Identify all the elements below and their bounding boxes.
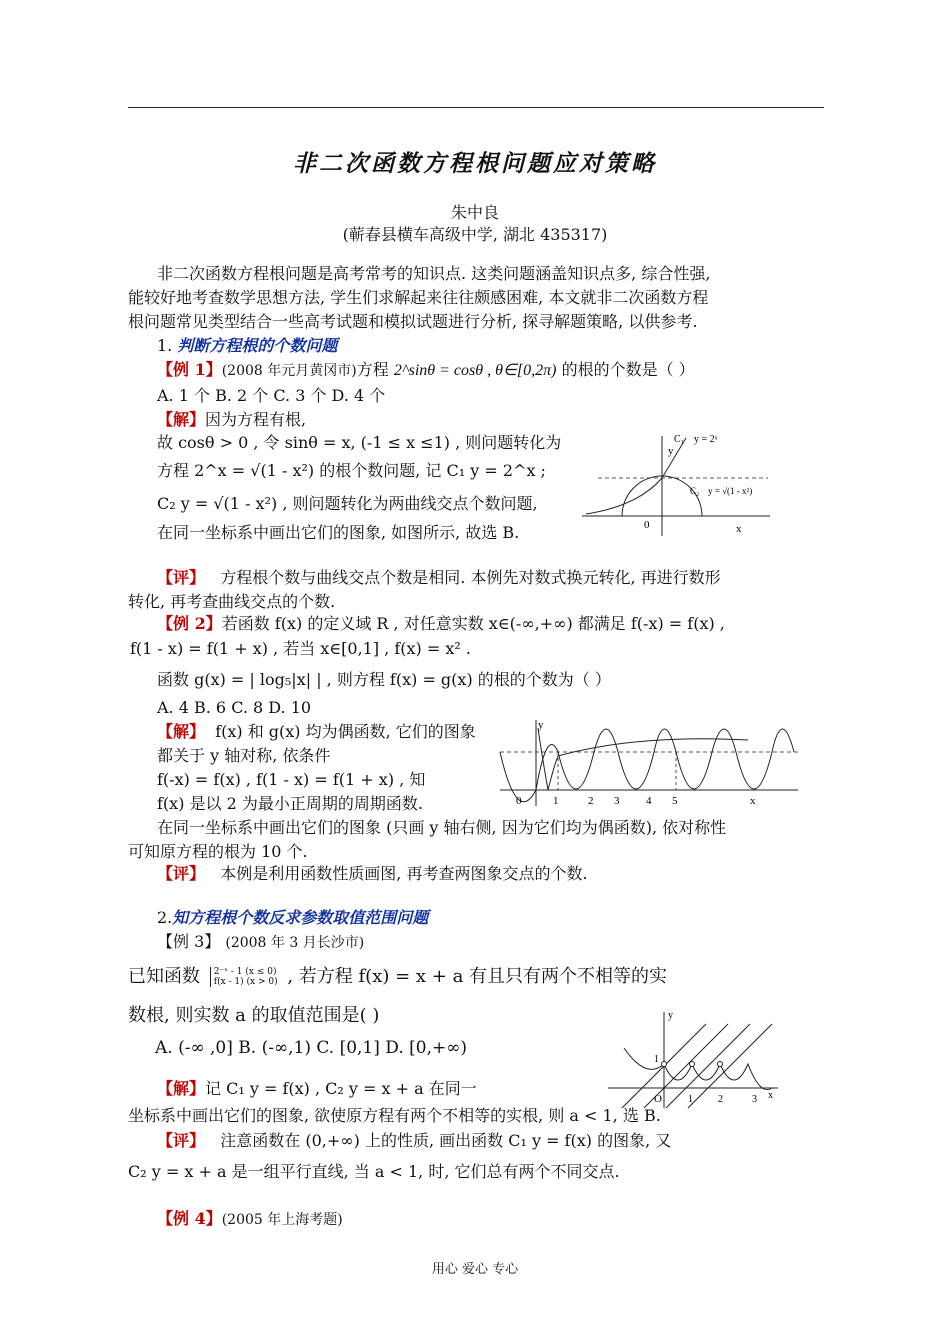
section-1-number: 1.	[157, 336, 173, 355]
fig2-tick-2: 2	[588, 795, 594, 807]
example-1-review-text-1: 方程根个数与曲线交点个数是相同. 本例先对数式换元转化, 再进行数形	[220, 568, 721, 587]
example-2-solution-6: 可知原方程的根为 10 个.	[128, 842, 308, 861]
example-2-solution-4: f(x) 是以 2 为最小正周期的周期函数.	[157, 794, 423, 813]
figure-2-graph	[498, 716, 804, 810]
example-1-tag: 【例 1】	[157, 360, 222, 379]
example-1-solution-4: C₂ y = √(1 - x²) , 则问题转化为两曲线交点个数问题,	[157, 494, 538, 513]
example-2-text-1: 若函数 f(x) 的定义域 R , 对任意实数 x∈(-∞,+∞) 都满足 f(-x) = f(x) ,	[221, 614, 725, 633]
fig3-tick-1: 1	[688, 1094, 693, 1105]
example-4-header	[157, 1207, 343, 1232]
page-title: 非二次函数方程根问题应对策略	[293, 150, 657, 177]
example-1-review-2: 转化, 再考查曲线交点的个数.	[128, 592, 336, 611]
fig3-origin: O	[654, 1093, 662, 1105]
example-2-solution-1	[157, 720, 476, 744]
example-3-tag: 【例 3】	[157, 932, 221, 951]
example-2-solution-2: 都关于 y 轴对称, 依条件	[157, 746, 331, 765]
fig3-point-3	[718, 1062, 723, 1067]
intro-line-2: 能较好地考查数学思想方法, 学生们求解起来往往颇感困难, 本文就非二次函数方程	[128, 288, 709, 307]
example-2-tag: 【例 2】	[157, 614, 222, 633]
fig3-tick-2: 2	[718, 1094, 723, 1105]
affiliation: (蕲春县横车高级中学, 湖北 435317)	[342, 225, 608, 244]
example-3-piecewise	[210, 967, 278, 987]
example-3-solution-1	[157, 1077, 477, 1101]
fig1-y-label: y	[668, 445, 674, 457]
fig2-tick-5: 5	[672, 795, 678, 807]
example-1-text-a: 方程	[356, 360, 389, 379]
fig1-c1-eq: y = 2ˣ	[694, 434, 718, 445]
example-1-solution-1	[157, 408, 306, 432]
fig1-c2-label: C₂	[690, 486, 700, 496]
example-3-text-b: , 若方程 f(x) = x + a 有且只有两个不相等的实	[287, 966, 668, 987]
fig3-x-label: x	[768, 1090, 773, 1101]
example-1-stem	[157, 358, 695, 383]
example-1-review-tag: 【评】	[157, 568, 206, 587]
example-4-tag: 【例 4】	[157, 1209, 222, 1228]
intro-line-1: 非二次函数方程根问题是高考常考的知识点. 这类问题涵盖知识点多, 综合性强,	[157, 264, 711, 283]
fig3-point-2	[690, 1062, 695, 1067]
example-2-line-2: f(1 - x) = f(1 + x) , 若当 x∈[0,1] , f(x) = x² .	[130, 639, 471, 658]
example-2-solution-text-1: f(x) 和 g(x) 均为偶函数, 它们的图象	[215, 722, 476, 741]
example-4-source: (2005 年上海考题)	[221, 1212, 343, 1228]
example-3-review-text-1: 注意函数在 (0,+∞) 上的性质, 画出函数 C₁ y = f(x) 的图象, 又	[220, 1131, 672, 1150]
example-3-source: (2008 年 3 月长沙市)	[225, 935, 365, 951]
example-3-header	[157, 930, 364, 955]
author: 朱中良	[450, 203, 499, 222]
fig3-line-3	[666, 1024, 750, 1108]
example-1-solution-5: 在同一坐标系中画出它们的图象, 如图所示, 故选 B.	[157, 523, 520, 542]
example-1-solution-3: 方程 2^x = √(1 - x²) 的根个数问题, 记 C₁ y = 2^x ;	[157, 461, 546, 480]
fig2-tick-0: 0	[516, 795, 522, 807]
fig2-y-label: y	[538, 719, 544, 731]
fig1-x-label: x	[736, 523, 742, 535]
example-1-text-b: 的根的个数是（ ）	[561, 360, 695, 379]
example-1-equation: 2^sinθ = cosθ , θ∈[0,2π)	[393, 362, 557, 379]
example-2-line-3: 函数 g(x) = | log₅|x| | , 则方程 f(x) = g(x) 的根的个数为（ ）	[157, 670, 611, 689]
fig2-tick-1: 1	[553, 795, 559, 807]
fig1-origin: 0	[644, 519, 650, 531]
example-2-line-1	[157, 612, 725, 636]
fig2-tick-4: 4	[646, 795, 652, 807]
fig3-line-4	[688, 1024, 772, 1108]
example-2-solution-tag: 【解】	[157, 722, 206, 741]
example-2-review-tag: 【评】	[157, 864, 206, 883]
example-2-solution-5: 在同一坐标系中画出它们的图象 (只画 y 轴右侧, 因为它们均为偶函数), 依对称性	[157, 818, 727, 837]
page-footer: 用心 爱心 专心	[431, 1262, 519, 1277]
section-2-number: 2.	[157, 908, 173, 927]
example-3-review-tag: 【评】	[157, 1131, 206, 1150]
example-3-text-a: 已知函数	[128, 966, 200, 987]
example-3-piece-1: 2⁻ˣ - 1 (x ≤ 0)	[213, 967, 277, 977]
example-2-review-text: 本例是利用函数性质画图, 再考查两图象交点的个数.	[220, 864, 588, 883]
fig2-tick-3: 3	[614, 795, 620, 807]
section-1-heading	[157, 334, 337, 358]
fig3-tick-3: 3	[752, 1094, 757, 1105]
example-3-review-2: C₂ y = x + a 是一组平行直线, 当 a < 1, 时, 它们总有两个不同交点.	[128, 1162, 620, 1181]
example-2-solution-3: f(-x) = f(x) , f(1 - x) = f(1 + x) , 知	[157, 770, 426, 789]
example-3-review-1	[157, 1129, 671, 1153]
fig3-point-1	[662, 1062, 667, 1067]
fig1-c2-eq: y = √(1 - x²)	[708, 486, 753, 496]
figure-1-graph	[578, 428, 774, 540]
example-3-solution-2: 坐标系中画出它们的图象, 欲使原方程有两个不相等的实根, 则 a < 1, 选 B.	[128, 1106, 661, 1125]
example-1-review-1	[157, 566, 721, 590]
section-2-title: 知方程根个数反求参数取值范围问题	[172, 908, 429, 927]
fig3-y-label: y	[668, 1010, 673, 1021]
example-3-choices: A. (-∞ ,0] B. (-∞,1) C. [0,1] D. [0,+∞)	[155, 1038, 468, 1058]
example-3-line-2: 数根, 则实数 a 的取值范围是( )	[128, 1005, 380, 1026]
section-2-heading	[157, 906, 428, 930]
fig3-y-tick: 1	[654, 1054, 659, 1065]
fig2-x-label: x	[750, 795, 756, 807]
section-1-title: 判断方程根的个数问题	[177, 336, 338, 355]
example-2-review	[157, 862, 588, 886]
example-1-solution-text-1: 因为方程有根,	[205, 410, 307, 429]
header-rule	[128, 107, 824, 108]
example-3-solution-text-1: 记 C₁ y = f(x) , C₂ y = x + a 在同一	[205, 1079, 477, 1098]
example-1-solution-2: 故 cosθ > 0 , 令 sinθ = x, (-1 ≤ x ≤1) , 则问题转化为	[157, 433, 562, 452]
example-2-choices: A. 4 B. 6 C. 8 D. 10	[157, 698, 312, 717]
example-3-solution-tag: 【解】	[157, 1079, 206, 1098]
example-1-choices: A. 1 个 B. 2 个 C. 3 个 D. 4 个	[157, 386, 386, 405]
example-3-line-1	[128, 964, 667, 990]
fig1-c1-label: C₁	[674, 434, 685, 445]
figure-3-graph	[602, 1008, 782, 1112]
example-1-source: (2008 年元月黄冈市)	[221, 363, 357, 379]
example-3-piece-2: f(x - 1) (x > 0)	[213, 977, 278, 987]
example-1-solution-tag: 【解】	[157, 410, 206, 429]
intro-line-3: 根问题常见类型结合一些高考试题和模拟试题进行分析, 探寻解题策略, 以供参考.	[128, 312, 698, 331]
